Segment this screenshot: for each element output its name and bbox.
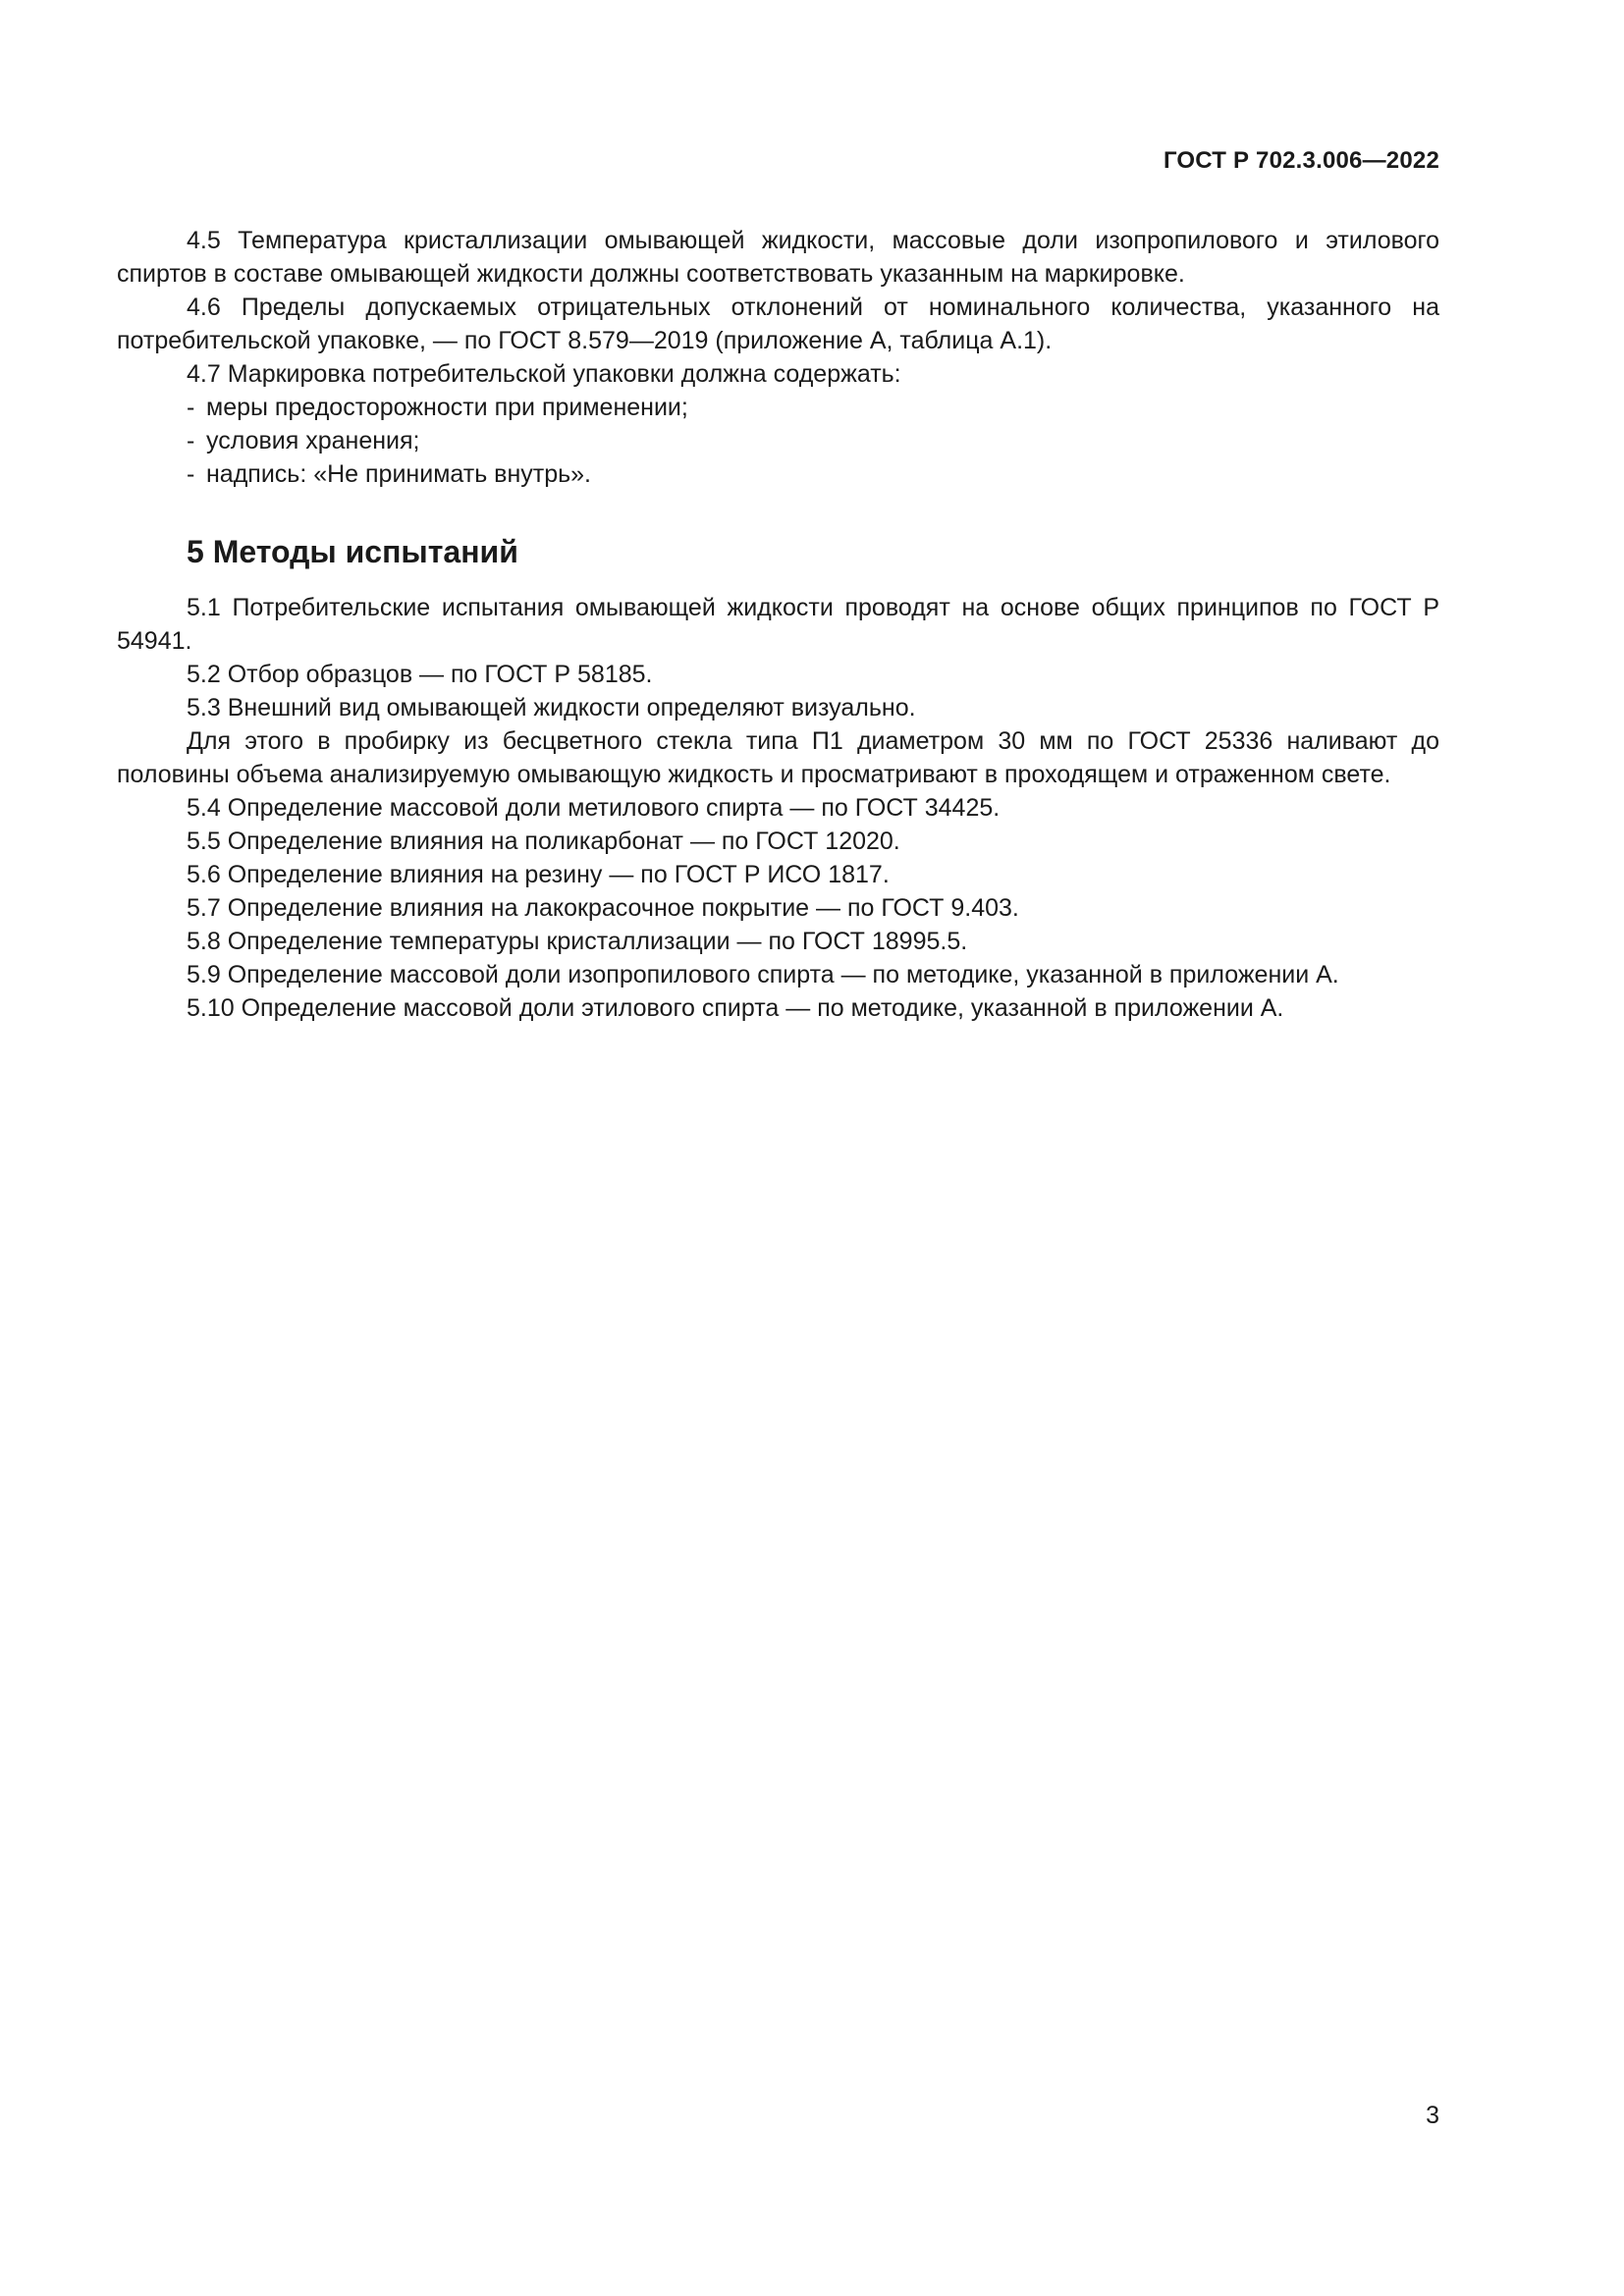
clause-5-9: 5.9 Определение массовой доли изопропилового спирта — по методике, указанной в приложении А. xyxy=(187,961,1339,988)
page-number: 3 xyxy=(1426,2102,1439,2129)
clause-5-3: 5.3 Внешний вид омывающей жидкости определяют визуально. xyxy=(187,694,916,721)
list-item xyxy=(117,391,1439,424)
list-item-text: надпись: «Не принимать внутрь». xyxy=(206,460,591,488)
clause-5-8: 5.8 Определение температуры кристаллизации — по ГОСТ 18995.5. xyxy=(187,928,968,955)
clause-4-6: 4.6 Пределы допускаемых отрицательных отклонений от номинального количества, указанного на потребительской упаковке, — по ГОСТ 8.579—2019 (приложение А, таблица А.1). xyxy=(117,294,1439,354)
section-5-heading: 5 Методы испытаний xyxy=(187,534,518,569)
list-item-text: меры предосторожности при применении; xyxy=(206,394,688,421)
document-code-header: ГОСТ Р 702.3.006—2022 xyxy=(1163,147,1439,174)
bullet-marker: - xyxy=(187,427,195,454)
clause-5-6: 5.6 Определение влияния на резину — по ГОСТ Р ИСО 1817. xyxy=(187,861,890,888)
list-item-text: условия хранения; xyxy=(206,427,420,454)
clause-5-1: 5.1 Потребительские испытания омывающей жидкости проводят на основе общих принципов по ГОСТ Р 54941. xyxy=(117,594,1439,655)
list-item xyxy=(117,424,1439,457)
clause-5-10: 5.10 Определение массовой доли этилового спирта — по методике, указанной в приложении А. xyxy=(187,994,1284,1022)
bullet-marker: - xyxy=(187,460,195,488)
clause-5-7: 5.7 Определение влияния на лакокрасочное покрытие — по ГОСТ 9.403. xyxy=(187,894,1019,922)
page-content xyxy=(117,224,1439,1025)
clause-5-5: 5.5 Определение влияния на поликарбонат — по ГОСТ 12020. xyxy=(187,828,900,855)
bullet-marker: - xyxy=(187,394,195,421)
list-item xyxy=(117,457,1439,491)
clause-5-3-detail: Для этого в пробирку из бесцветного стекла типа П1 диаметром 30 мм по ГОСТ 25336 наливают до половины объема анализируемую омывающую жидкость и просматривают в проходящем и отраженном свете. xyxy=(117,727,1439,788)
clause-5-4: 5.4 Определение массовой доли метилового спирта — по ГОСТ 34425. xyxy=(187,794,1001,822)
clause-4-5: 4.5 Температура кристаллизации омывающей жидкости, массовые доли изопропилового и этилового спиртов в составе омывающей жидкости должны соответствовать указанным на маркировке. xyxy=(117,227,1439,288)
clause-5-2: 5.2 Отбор образцов — по ГОСТ Р 58185. xyxy=(187,661,653,688)
clause-4-7: 4.7 Маркировка потребительской упаковки должна содержать: xyxy=(187,360,901,388)
